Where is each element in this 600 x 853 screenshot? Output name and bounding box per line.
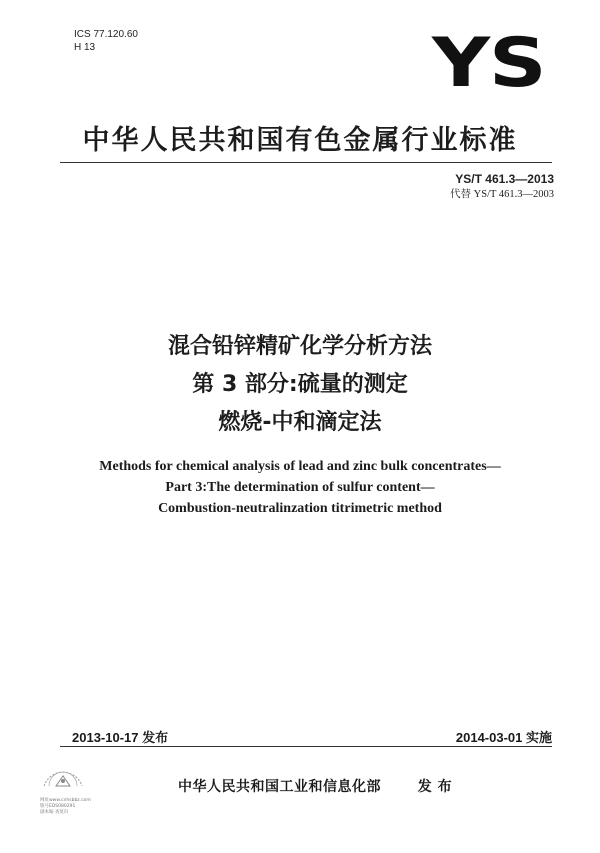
issue-date: 2013-10-17 发布 <box>72 730 169 745</box>
english-title-line1: Methods for chemical analysis of lead and zinc bulk concentrates— <box>99 459 501 474</box>
standard-number: YS/T 461.3—2013 <box>455 172 554 186</box>
seal-line1: 网址www.cnhsbbz.com <box>40 798 91 803</box>
chinese-title <box>0 328 600 442</box>
english-title-line2: Part 3:The determination of sulfur content— <box>165 480 435 495</box>
seal-caption <box>40 798 110 816</box>
chinese-title-line2: 第 3 部分:硫量的测定 <box>192 372 408 397</box>
chinese-title-line1: 混合铅锌精矿化学分析方法 <box>167 334 432 359</box>
header-divider <box>60 162 552 163</box>
seal-line3: 副本编 查复归 <box>40 810 69 815</box>
issuing-authority <box>178 776 452 796</box>
implementation-date: 2014-03-01 实施 <box>455 730 552 745</box>
english-title-line3: Combustion-neutralinzation titrimetric method <box>158 501 442 516</box>
standard-category-title: 中华人民共和国有色金属行业标准 <box>82 125 518 156</box>
footer-divider <box>60 746 552 747</box>
ics-code: ICS 77.120.60 <box>74 29 138 40</box>
replaced-standard: 代替 YS/T 461.3—2003 <box>450 189 554 200</box>
issuer-action: 发 布 <box>417 779 453 795</box>
ccs-code: H 13 <box>74 42 96 53</box>
seal-line2: 版号EDS080291 <box>40 804 76 809</box>
chinese-title-line3: 燃烧-中和滴定法 <box>218 410 382 435</box>
classification-codes <box>74 28 138 54</box>
seal-stamp-icon <box>40 756 86 796</box>
standard-code-block <box>450 172 554 202</box>
ys-logo: YS <box>432 24 546 103</box>
issuer-name: 中华人民共和国工业和信息化部 <box>178 779 381 795</box>
english-title <box>0 456 600 519</box>
